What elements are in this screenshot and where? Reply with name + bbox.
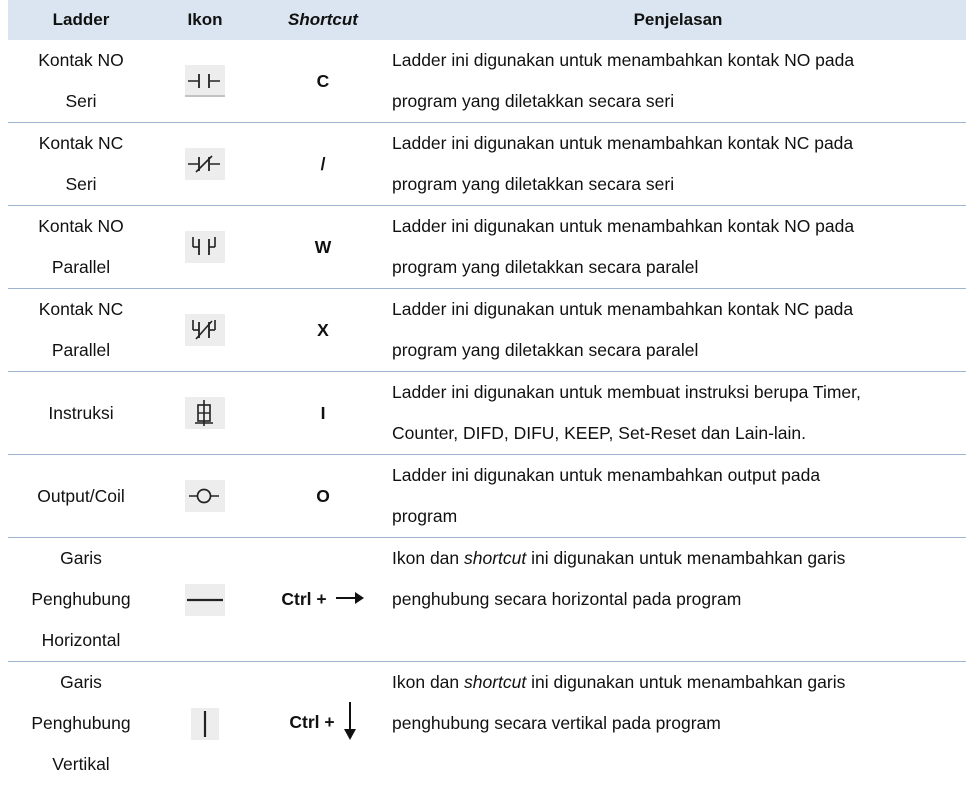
ladder-name: Garis Penghubung Vertikal bbox=[8, 662, 154, 785]
table-row bbox=[8, 123, 966, 206]
header-ikon: Ikon bbox=[154, 0, 256, 40]
table-row bbox=[8, 538, 966, 662]
description: Ladder ini digunakan untuk menambahkan kontak NC pada program yang diletakkan secara seri bbox=[390, 123, 966, 206]
header-shortcut: Shortcut bbox=[256, 0, 390, 40]
ladder-name: Kontak NC Parallel bbox=[8, 289, 154, 372]
shortcut-key: Ctrl + bbox=[256, 662, 390, 785]
shortcut-key: O bbox=[256, 455, 390, 538]
description: Ikon dan shortcut ini digunakan untuk menambahkan garis penghubung secara vertikal pada program bbox=[390, 662, 966, 785]
description: Ladder ini digunakan untuk menambahkan output pada program bbox=[390, 455, 966, 538]
description: Ladder ini digunakan untuk membuat instruksi berupa Timer, Counter, DIFD, DIFU, KEEP, Set-Reset dan Lain-lain. bbox=[390, 372, 966, 455]
ladder-name: Kontak NC Seri bbox=[8, 123, 154, 206]
shortcut-key: I bbox=[256, 372, 390, 455]
table-header-row bbox=[8, 0, 966, 40]
arrow-down-icon bbox=[343, 701, 357, 746]
description: Ladder ini digunakan untuk menambahkan kontak NO pada program yang diletakkan secara seri bbox=[390, 40, 966, 123]
arrow-right-icon bbox=[335, 589, 365, 610]
ladder-name: Output/Coil bbox=[8, 455, 154, 538]
contact-nc-icon bbox=[185, 148, 225, 180]
ladder-shortcut-table bbox=[8, 0, 966, 785]
table-row bbox=[8, 372, 966, 455]
contact-no-parallel-icon bbox=[185, 231, 225, 263]
table-row bbox=[8, 40, 966, 123]
ladder-name: Kontak NO Parallel bbox=[8, 206, 154, 289]
shortcut-key: X bbox=[256, 289, 390, 372]
ladder-name: Kontak NO Seri bbox=[8, 40, 154, 123]
horizontal-line-icon bbox=[185, 584, 225, 616]
table-row bbox=[8, 455, 966, 538]
shortcut-key: / bbox=[256, 123, 390, 206]
contact-no-icon bbox=[185, 65, 225, 97]
coil-icon bbox=[185, 480, 225, 512]
table-row bbox=[8, 662, 966, 785]
description: Ikon dan shortcut ini digunakan untuk menambahkan garis penghubung secara horizontal pada program bbox=[390, 538, 966, 662]
shortcut-key: C bbox=[256, 40, 390, 123]
description: Ladder ini digunakan untuk menambahkan kontak NO pada program yang diletakkan secara paralel bbox=[390, 206, 966, 289]
table-row bbox=[8, 206, 966, 289]
ladder-name: Garis Penghubung Horizontal bbox=[8, 538, 154, 662]
table-row bbox=[8, 289, 966, 372]
vertical-line-icon bbox=[191, 708, 219, 740]
header-penjelasan: Penjelasan bbox=[390, 0, 966, 40]
ladder-name: Instruksi bbox=[8, 372, 154, 455]
instruction-icon bbox=[185, 397, 225, 429]
shortcut-key: Ctrl + bbox=[256, 538, 390, 662]
shortcut-key: W bbox=[256, 206, 390, 289]
description: Ladder ini digunakan untuk menambahkan kontak NC pada program yang diletakkan secara paralel bbox=[390, 289, 966, 372]
header-ladder: Ladder bbox=[8, 0, 154, 40]
contact-nc-parallel-icon bbox=[185, 314, 225, 346]
